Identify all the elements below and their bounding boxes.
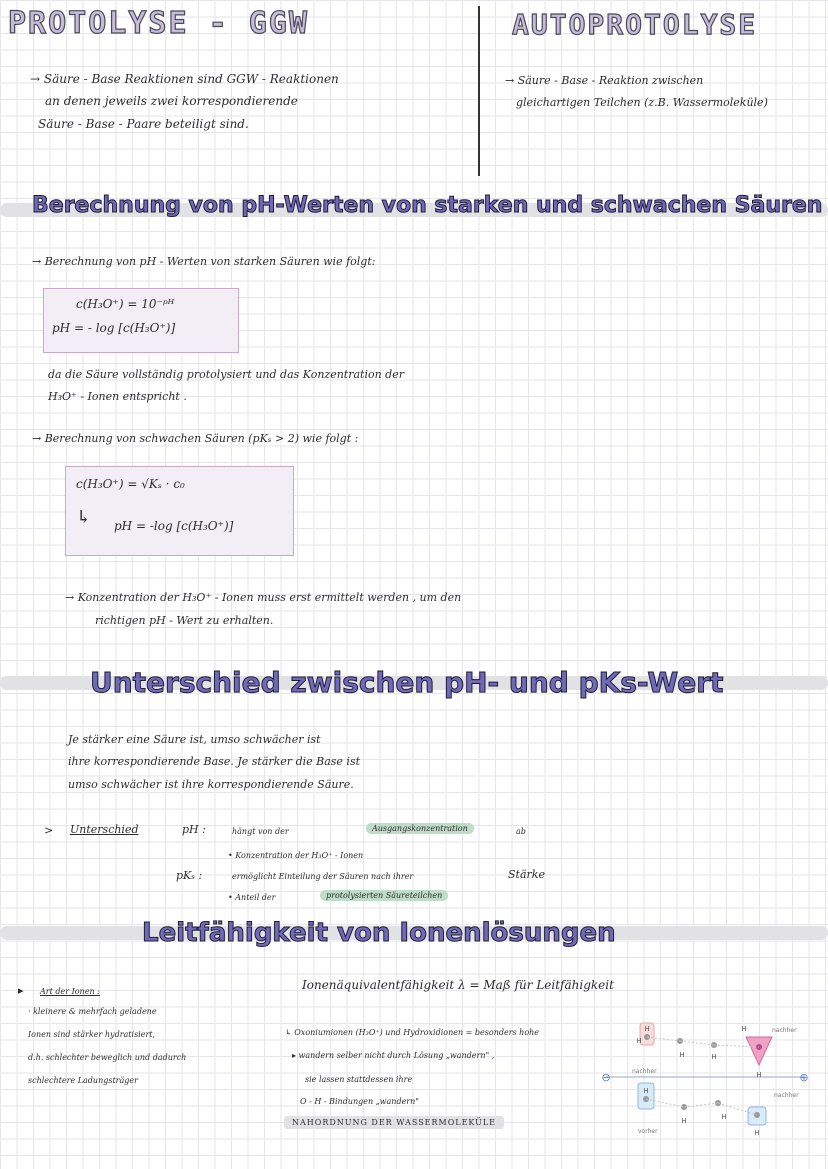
ion-type-line-2: Ionen sind stärker hydratisiert, — [28, 1030, 156, 1039]
title-autoprotolyse: AUTOPROTOLYSE — [512, 8, 758, 41]
pks-definition: ermöglicht Einteilung der Säuren nach ihrer — [232, 872, 414, 881]
title-protolyse-ggw: PROTOLYSE - GGW — [8, 6, 309, 41]
formula-ph-weak: pH = -log [c(H₃O⁺)] — [114, 519, 234, 533]
column-divider — [478, 6, 480, 176]
ion-type-bullet: ▸ — [18, 984, 24, 997]
formula-ph-strong: pH = - log [c(H₃O⁺)] — [52, 321, 176, 335]
heading-conductivity: Leitfähigkeit von Ionenlösungen — [142, 918, 616, 948]
atom-h-label: H — [644, 1025, 650, 1033]
label-nachher-top: nachher — [772, 1027, 797, 1034]
ion-equivalent-line-1: ↳ Oxoniumionen (H₃O⁺) und Hydroxidionen = besonders hohe — [285, 1028, 540, 1037]
ion-equivalent-title: Ionenäquivalentfähigkeit λ = Maß für Leitfähigkeit — [302, 978, 614, 992]
strong-acid-explanation-2: H₃O⁺ - Ionen entspricht . — [48, 390, 187, 403]
ion-equivalent-line-2: ▸ wandern selber nicht durch Lösung „wandern" , — [292, 1051, 495, 1060]
ion-type-line-4: schlechtere Ladungsträger — [28, 1076, 138, 1085]
autoprotolyse-text-line-2: gleichartigen Teilchen (z.B. Wassermoleküle) — [516, 96, 768, 109]
ph-sub-bullet: • Konzentration der H₃O⁺ - Ionen — [228, 851, 364, 860]
formula-concentration: c(H₃O⁺) = 10⁻ᵖᴴ — [76, 297, 175, 311]
heading-ph-pks-difference: Unterschied zwischen pH- und pKs-Wert — [90, 666, 724, 699]
atom-h-label: H — [754, 1129, 760, 1137]
autoprotolyse-text-line-1: → Säure - Base - Reaktion zwischen — [505, 74, 704, 87]
atom-h-label: H — [756, 1071, 762, 1079]
plus-electrode-icon: ⊕ — [799, 1071, 809, 1084]
water-arrangement-badge: NAHORDNUNG DER WASSERMOLEKÜLE — [284, 1116, 504, 1129]
pks-tail: Stärke — [508, 868, 545, 881]
arrow-hook-icon: ↳ — [76, 507, 92, 528]
protolyse-text-line-2: an denen jeweils zwei korrespondierende — [45, 94, 298, 108]
weak-acid-explanation-1: → Konzentration der H₃O⁺ - Ionen muss erst ermittelt werden , um den — [65, 591, 462, 604]
strong-acid-intro: → Berechnung von pH - Werten von starken Säuren wie folgt: — [32, 255, 376, 268]
atom-h-label: H — [711, 1053, 717, 1061]
acid-base-strength-line-2: ihre korrespondierende Base. Je stärker die Base ist — [68, 755, 361, 768]
protolyse-text-line-3: Säure - Base - Paare beteiligt sind. — [38, 117, 249, 131]
grotthuss-diagram — [598, 1015, 812, 1150]
strong-acid-explanation-1: da die Säure vollständig protolysiert und das Konzentration der — [48, 368, 404, 381]
label-nachher-mid: nachher — [632, 1068, 657, 1075]
label-vorher: vorher — [638, 1128, 658, 1135]
ph-definition: hängt von der — [232, 827, 289, 836]
strong-acid-formula-box — [43, 288, 239, 353]
pks-highlight: protolysierten Säureteilchen — [320, 890, 448, 901]
label-nachher-right: nachher — [774, 1092, 799, 1099]
atom-h-label: H — [679, 1051, 685, 1059]
pks-sub-bullet: • Anteil der — [228, 893, 276, 902]
atom-h-label: H — [636, 1037, 642, 1045]
oxonium-ion-marker — [746, 1037, 772, 1065]
ph-highlight: Ausgangskonzentration — [366, 823, 474, 834]
acid-base-strength-line-3: umso schwächer ist ihre korrespondierende Säure. — [68, 778, 354, 791]
ion-equivalent-line-3: sie lassen stattdessen ihre — [305, 1075, 413, 1084]
ph-label: pH : — [182, 823, 206, 836]
heading-ph-calculation: Berechnung von pH-Werten von starken und schwachen Säuren — [32, 193, 823, 218]
atom-h-label: H — [643, 1087, 649, 1095]
pks-label: pKₛ : — [176, 869, 203, 882]
weak-acid-formula-box — [65, 466, 294, 556]
weak-acid-explanation-2: richtigen pH - Wert zu erhalten. — [95, 614, 274, 627]
h-bond — [684, 1103, 718, 1107]
atom-h-label: H — [681, 1117, 687, 1125]
weak-acid-intro: → Berechnung von schwachen Säuren (pKₛ > 2) wie folgt : — [32, 432, 359, 445]
ph-tail: ab — [516, 827, 526, 836]
difference-label: Unterschied — [70, 823, 139, 836]
formula-sqrt: c(H₃O⁺) = √Kₛ · c₀ — [76, 477, 185, 491]
atom-h-label: H — [721, 1113, 727, 1121]
ion-type-line-3: d.h. schlechter beweglich und dadurch — [28, 1053, 187, 1062]
ion-equivalent-line-4: O - H - Bindungen „wandern" — [300, 1097, 419, 1106]
minus-electrode-icon: ⊖ — [601, 1071, 611, 1084]
ion-type-line-1: · kleinere & mehrfach geladene — [28, 1007, 157, 1016]
ion-type-title: Art der Ionen : — [40, 987, 100, 996]
difference-arrow: > — [44, 824, 54, 837]
atom-h-label: H — [741, 1025, 747, 1033]
protolyse-text-line-1: → Säure - Base Reaktionen sind GGW - Reaktionen — [30, 72, 339, 86]
acid-base-strength-line-1: Je stärker eine Säure ist, umso schwächer ist — [68, 733, 321, 746]
h-bond — [680, 1041, 714, 1045]
